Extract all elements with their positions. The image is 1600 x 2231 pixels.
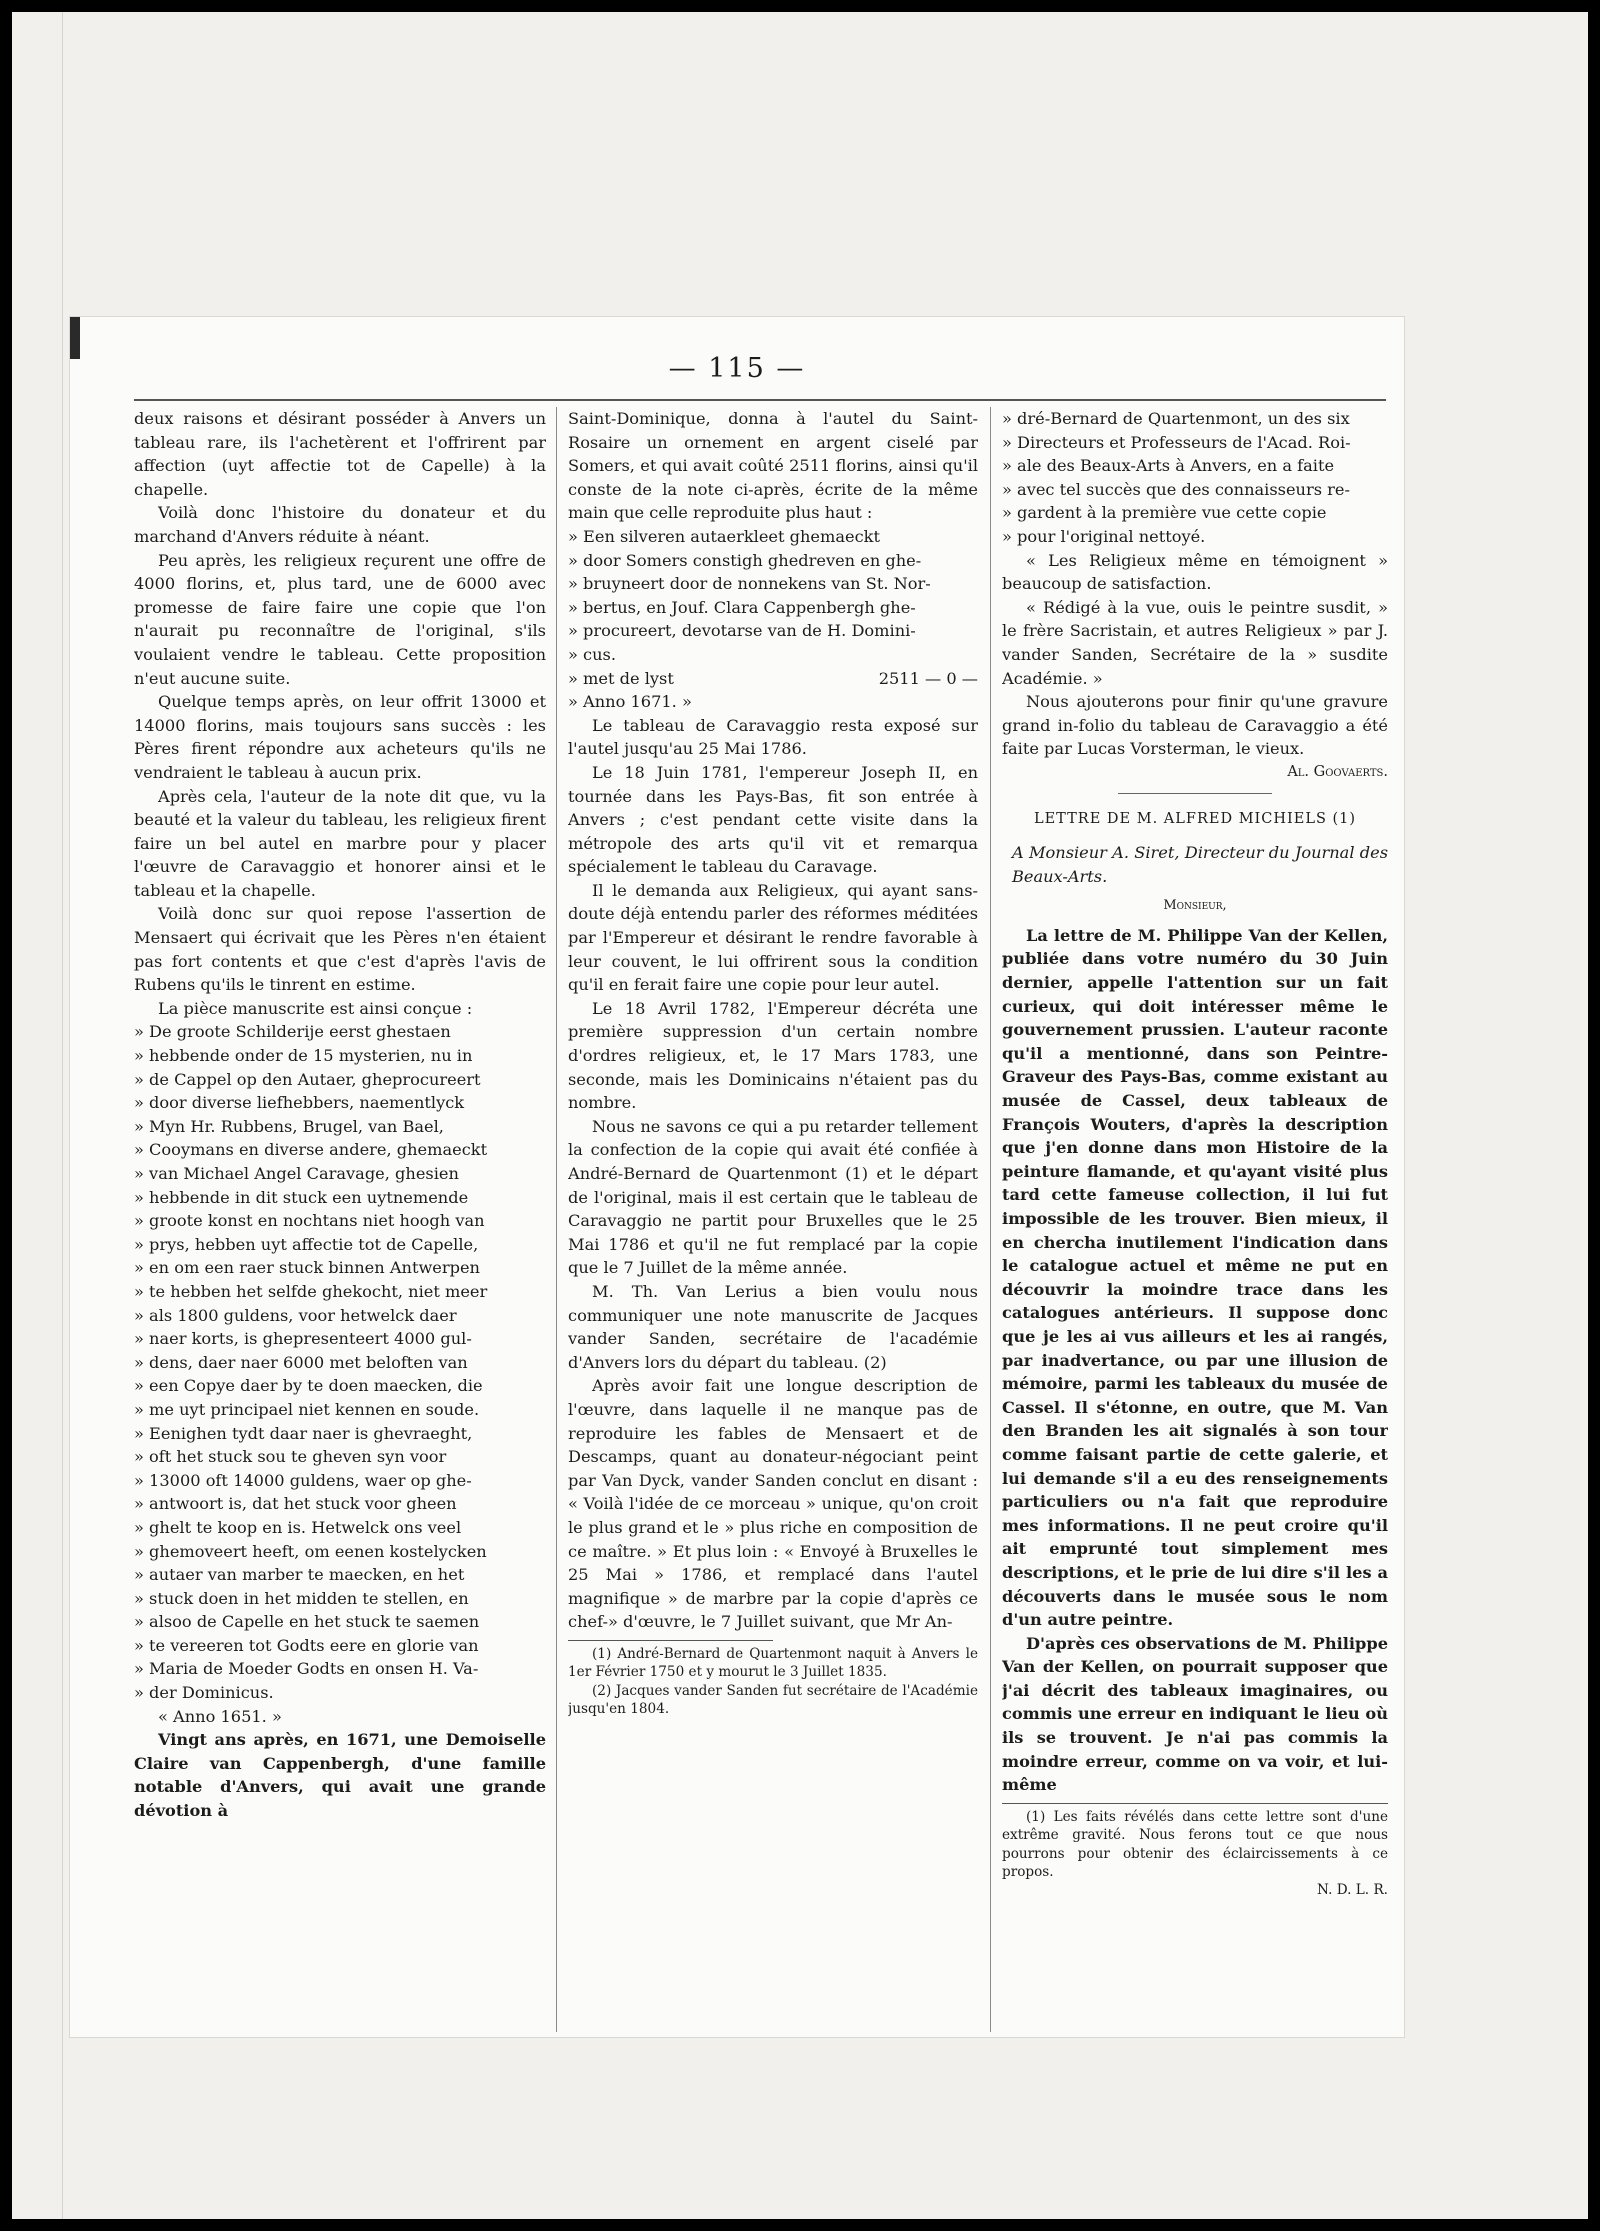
paragraph: La lettre de M. Philippe Van der Kellen, publiée dans votre numéro du 30 Juin dernier, appelle l'attention sur un fait curieux, qui doit intéresser même le gouvernement prussien. L'auteur raconte qu'il a mentionné, dans son Peintre-Graveur des Pays-Bas, comme existant au musée de Cassel, deux tableaux de François Wouters, d'après la description que j'en donne dans mon Histoire de la peinture flamande, et qu'ayant visité plus tard cette fameuse collection, il lui fut impossible de les trouver. Bien mieux, il en chercha inutilement l'indication dans le catalogue actuel et même ne put en découvrir la moindre trace dans les catalogues antérieurs. Il suppose donc que je les ai vus ailleurs et les ai rangés, par inadvertance, ou par une illusion de mémoire, parmi les tableaux du musée de Cassel. Il s'étonne, en outre, que M. Van den Branden les ait signalés à son tour comme faisant partie de cette galerie, et lui demande s'il a eu des renseignements particuliers ou n'a fait que reproduire mes informations. Il ne peut croire qu'il ait emprunté tout simplement mes descriptions, et le prie de lui dire s'il les a découverts dans le musée sous le nom d'un autre peintre. xyxy=(1002,925,1388,1630)
quote-line: » hebbende onder de 15 mysterien, nu in xyxy=(134,1046,473,1066)
paragraph: La pièce manuscrite est ainsi conçue : xyxy=(158,998,473,1018)
quote-line: » der Dominicus. xyxy=(134,1683,274,1703)
quote-line: » De groote Schilderije eerst ghestaen xyxy=(134,1022,451,1042)
paragraph: D'après ces observations de M. Philippe Van der Kellen, on pourrait supposer que j'ai décrit des tableaux imaginaires, ou commis une erreur en indiquant le lieu où ils se trouvent. Je n'ai pas commis la moindre erreur, comme on va voir, et lui-même xyxy=(1002,1633,1388,1795)
letter-salutation: Monsieur, xyxy=(1163,898,1227,914)
paragraph: Peu après, les religieux reçurent une offre de 4000 florins, et, plus tard, une de 6000 avec promesse de faire faire une copie que l'on n'aurait pu reconnaître de l'original, s'ils voulaient vendre le tableau. Cette proposition n'eut aucune suite. xyxy=(134,550,546,688)
paragraph: Voilà donc l'histoire du donateur et du marchand d'Anvers réduite à néant. xyxy=(134,503,546,546)
letter-address: A Monsieur A. Siret, Directeur du Journal des Beaux-Arts. xyxy=(1012,843,1388,886)
quote-line: » ale des Beaux-Arts à Anvers, en a faite xyxy=(1002,456,1335,476)
paragraph: Le tableau de Caravaggio resta exposé sur l'autel jusqu'au 25 Mai 1786. xyxy=(568,715,978,759)
quote-line-amount xyxy=(568,667,978,691)
signature: Al. Goovaerts. xyxy=(1287,763,1388,780)
quote-line: » Directeurs et Professeurs de l'Acad. Roi- xyxy=(1002,432,1351,452)
page-fold-line xyxy=(62,12,63,2219)
quote-line: » en om een raer stuck binnen Antwerpen xyxy=(134,1258,480,1278)
quote-lyst: » met de lyst xyxy=(568,668,674,688)
quote-line: » gardent à la première vue cette copie xyxy=(1002,503,1327,523)
quote-line: » stuck doen in het midden te stellen, en xyxy=(134,1588,469,1608)
quote-line: » dens, daer naer 6000 met beloften van xyxy=(134,1352,468,1372)
scan-background xyxy=(12,12,1588,2219)
column-2 xyxy=(568,407,978,2027)
footnote-rule xyxy=(568,1640,773,1641)
quote-line: » bertus, en Jouf. Clara Cappenbergh ghe- xyxy=(568,597,916,617)
paragraph: M. Th. Van Lerius a bien voulu nous communiquer une note manuscrite de Jacques vander Sanden, secrétaire de l'académie d'Anvers lors du départ du tableau. (2) xyxy=(568,1281,978,1372)
quote-line: » avec tel succès que des connaisseurs re- xyxy=(1002,479,1350,499)
quote-line: » door diverse liefhebbers, naementlyck xyxy=(134,1093,465,1113)
footnote: (1) Les faits révélés dans cette lettre sont d'une extrême gravité. Nous ferons tout ce que nous pourrons pour obtenir des éclaircissements à ce propos. xyxy=(1002,1808,1388,1881)
quote-line: » bruyneert door de nonnekens van St. Nor- xyxy=(568,574,931,594)
letter-title: LETTRE DE M. ALFRED MICHIELS (1) xyxy=(1033,810,1357,827)
paragraph: Après cela, l'auteur de la note dit que, vu la beauté et la valeur du tableau, les religieux firent faire un bel autel en marbre pour y placer l'œuvre de Caravaggio et honorer ainsi et le tableau et la chapelle. xyxy=(134,786,546,900)
footnote-signature: N. D. L. R. xyxy=(1317,1882,1388,1899)
flemish-quote xyxy=(568,525,978,714)
quote-line: » ghemoveert heeft, om eenen kostelycken xyxy=(134,1541,487,1561)
quote-line: » antwoort is, dat het stuck voor gheen xyxy=(134,1494,457,1514)
quote-line: » Een silveren autaerkleet ghemaeckt xyxy=(568,526,880,546)
quote-line: » een Copye daer by te doen maecken, die xyxy=(134,1376,483,1396)
quote-date: » Anno 1671. » xyxy=(568,692,692,712)
paragraph: Après avoir fait une longue description de l'œuvre, dans laquelle il ne manque pas de reproduire les fables de Mensaert et de Descamps, quant au donateur-négociant peint par Van Dyck, vander Sanden conclut en disant : « Voilà l'idée de ce morceau » unique, qu'on croit le plus grand et le » plus riche en composition de ce maître. » Et plus loin : « Envoyé à Bruxelles le 25 Mai » 1786, et remplacé dans l'autel magnifique » de marbre par la copie d'après ce chef-» d'œuvre, le 7 Juillet suivant, que Mr An- xyxy=(568,1376,978,1632)
paragraph: Saint-Dominique, donna à l'autel du Saint-Rosaire un ornement en argent ciselé par Somers, et qui avait coûté 2511 florins, ainsi qu'il conste de la note ci-après, écrite de la même main que celle reproduite plus haut : xyxy=(568,409,978,523)
paragraph: Le 18 Juin 1781, l'empereur Joseph II, en tournée dans les Pays-Bas, fit son entrée à Anvers ; c'est pendant cette visite dans la métropole des arts qu'il vit et remarqua spécialement le tableau du Caravage. xyxy=(568,762,978,877)
quote-line: » alsoo de Capelle en het stuck te saemen xyxy=(134,1612,480,1632)
paragraph: Quelque temps après, on leur offrit 13000 et 14000 florins, mais toujours sans succès : les Pères firent répondre aux acheteurs qu'ils ne vendraient le tableau à aucun prix. xyxy=(134,692,546,782)
paragraph: Voilà donc sur quoi repose l'assertion de Mensaert qui écrivait que les Pères n'en étaient pas fort contents et que c'est d'après l'avis de Rubens qu'ils le tinrent en estime. xyxy=(134,904,546,995)
paragraph: Il le demanda aux Religieux, qui ayant sans-doute déjà entendu parler des réformes méditées par l'Empereur et désirant le rendre favorable à leur couvent, le lui offrirent sous la condition qu'il en ferait faire une copie pour leur autel. xyxy=(568,880,978,995)
quote-line: » te vereeren tot Godts eere en glorie van xyxy=(134,1635,479,1655)
quote-line: » pour l'original nettoyé. xyxy=(1002,526,1206,546)
quote-continued xyxy=(1002,407,1388,549)
paragraph: Le 18 Avril 1782, l'Empereur décréta une première suppression d'un certain nombre d'ordres religieux, et, le 17 Mars 1783, une seconde, mais les Dominicains n'étaient pas du nombre. xyxy=(568,998,978,1113)
section-rule xyxy=(1118,793,1272,794)
quote-line: » de Cappel op den Autaer, gheprocureert xyxy=(134,1069,481,1089)
footnote-rule xyxy=(1002,1803,1388,1804)
quote-line: » naer korts, is ghepresenteert 4000 gul- xyxy=(134,1329,472,1349)
column-rule-2 xyxy=(990,407,991,2032)
header-rule xyxy=(134,399,1386,401)
quote-line: » Myn Hr. Rubbens, Brugel, van Bael, xyxy=(134,1116,444,1136)
quote-line: » dré-Bernard de Quartenmont, un des six xyxy=(1002,409,1350,428)
quote-line: » procureert, devotarse van de H. Domini- xyxy=(568,621,916,641)
quote-line: » Maria de Moeder Godts en onsen H. Va- xyxy=(134,1659,479,1679)
paragraph: Vingt ans après, en 1671, une Demoiselle Claire van Cappenbergh, d'une famille notable d'Anvers, qui avait une grande dévotion à xyxy=(134,1730,546,1821)
column-1 xyxy=(134,407,546,2027)
paragraph: Nous ajouterons pour finir qu'une gravure grand in-folio du tableau de Caravaggio a été faite par Lucas Vorsterman, le vieux. xyxy=(1002,692,1388,759)
newspaper-page xyxy=(70,317,1404,2037)
quote-line: » autaer van marber te maecken, en het xyxy=(134,1565,465,1585)
column-3 xyxy=(1002,407,1388,2027)
flemish-quote xyxy=(134,1020,546,1704)
paragraph: « Les Religieux même en témoignent » beaucoup de satisfaction. xyxy=(1002,550,1388,594)
quote-line: » Eenighen tydt daar naer is ghevraeght, xyxy=(134,1423,473,1443)
quote-line: » 13000 oft 14000 guldens, waer op ghe- xyxy=(134,1470,472,1490)
amount: 2511 — 0 — xyxy=(878,668,978,688)
quote-line: » als 1800 guldens, voor hetwelck daer xyxy=(134,1305,457,1325)
quote-line: » ghelt te koop en is. Hetwelck ons veel xyxy=(134,1517,462,1537)
quote-line: » cus. xyxy=(568,644,616,664)
quote-line: » groote konst en nochtans niet hoogh van xyxy=(134,1211,485,1231)
paragraph: « Rédigé à la vue, ouis le peintre susdit, » le frère Sacristain, et autres Religieux » par J. vander Sanden, Secrétaire de la » susdite Académie. » xyxy=(1002,597,1388,688)
paragraph: deux raisons et désirant posséder à Anvers un tableau rare, ils l'achetèrent et l'offrirent par affection (uyt affectie tot de Capelle) à la chapelle. xyxy=(134,409,546,499)
quote-line: » van Michael Angel Caravage, ghesien xyxy=(134,1164,459,1183)
paragraph: Nous ne savons ce qui a pu retarder tellement la confection de la copie qui avait été confiée à André-Bernard de Quartenmont (1) et le départ de l'original, mais il est certain que le tableau de Caravaggio ne partit pour Bruxelles que le 25 Mai 1786 et qu'il ne fut remplacé par la copie que le 7 Juillet de la même année. xyxy=(568,1116,978,1278)
footnote: (1) André-Bernard de Quartenmont naquit à Anvers le 1er Février 1750 et y mourut le 3 Juillet 1835. xyxy=(568,1645,978,1681)
column-rule-1 xyxy=(556,407,557,2032)
quote-line: » hebbende in dit stuck een uytnemende xyxy=(134,1187,469,1207)
quote-date: « Anno 1651. » xyxy=(158,1706,282,1726)
quote-line: » prys, hebben uyt affectie tot de Capelle, xyxy=(134,1234,479,1254)
quote-line: » oft het stuck sou te gheven syn voor xyxy=(134,1447,447,1467)
quote-line: » te hebben het selfde ghekocht, niet meer xyxy=(134,1281,488,1301)
quote-line: » door Somers constigh ghedreven en ghe- xyxy=(568,550,922,570)
quote-line: » Cooymans en diverse andere, ghemaeckt xyxy=(134,1140,488,1160)
quote-line: » me uyt principael niet kennen en soude. xyxy=(134,1399,480,1419)
footnote: (2) Jacques vander Sanden fut secrétaire de l'Académie jusqu'en 1804. xyxy=(568,1682,978,1718)
page-number: — 115 — xyxy=(668,353,806,384)
